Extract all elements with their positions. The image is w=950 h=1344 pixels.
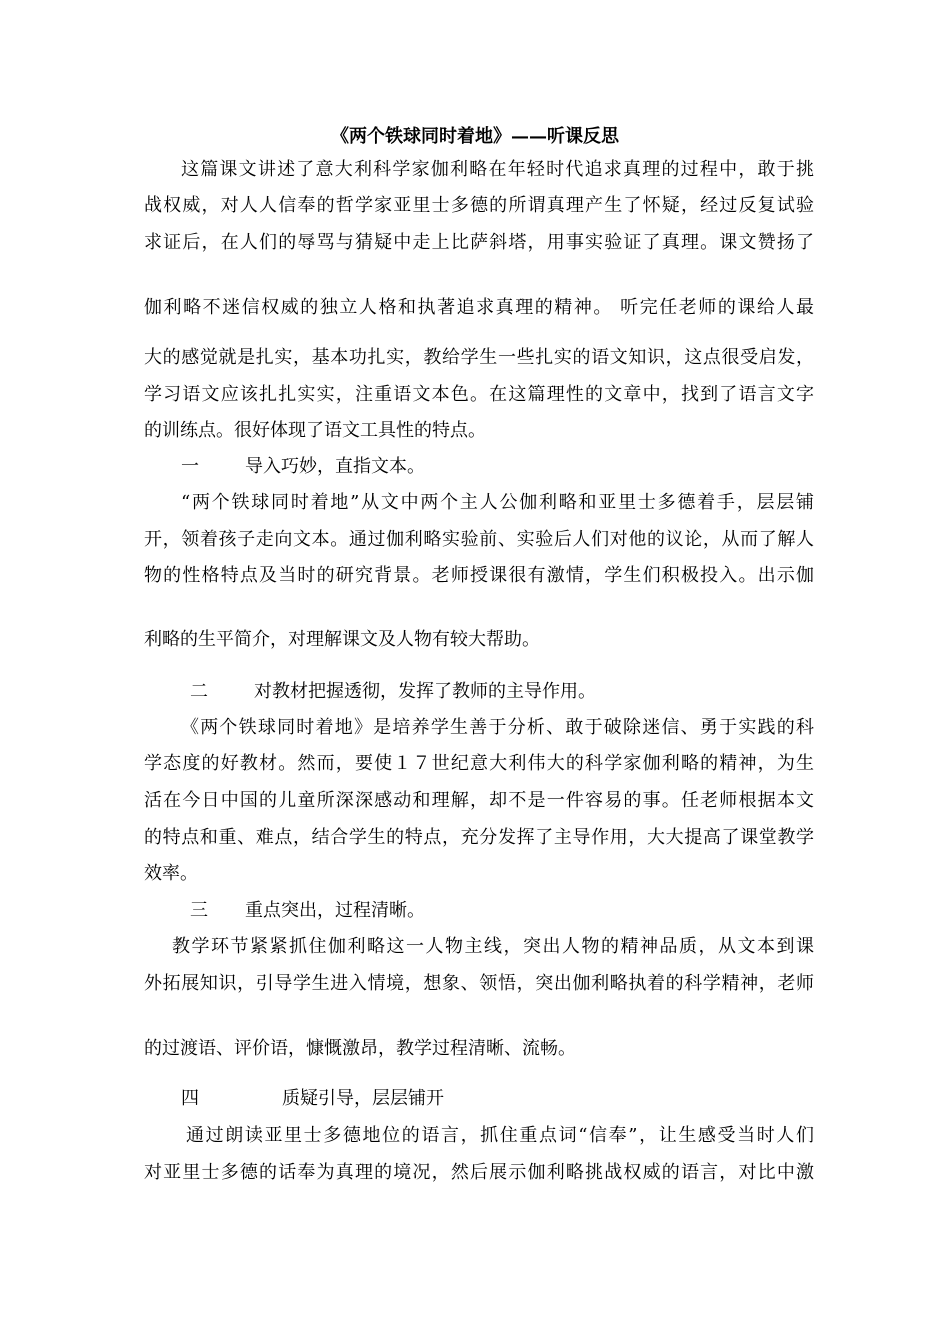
section4-line-2: 对亚里士多德的话奉为真理的境况，然后展示伽利略挑战权威的语言，对比中激 (144, 1162, 814, 1183)
section4-number: 四 (181, 1088, 199, 1109)
section2-heading: 对教材把握透彻，发挥了教师的主导作用。 (254, 681, 596, 702)
intro-line-1: 这篇课文讲述了意大利科学家伽利略在年轻时代追求真理的过程中，敢于挑 (181, 159, 814, 180)
document-title: 《两个铁球同时着地》——听课反思 (331, 126, 619, 147)
section3-line-3: 的过渡语、评价语，慷慨激昂，教学过程清晰、流畅。 (144, 1038, 576, 1059)
section4-line-1: 通过朗读亚里士多德地位的语言，抓住重点词“信奉”，让生感受当时人们 (186, 1125, 814, 1146)
section1-line-1: “两个铁球同时着地”从文中两个主人公伽利略和亚里士多德着手，层层铺 (181, 492, 814, 513)
section3-heading: 重点突出，过程清晰。 (245, 900, 425, 921)
section2-line-2: 学态度的好教材。然而，要使１７世纪意大利伟大的科学家伽利略的精神，为生 (144, 753, 814, 774)
section3-line-1: 教学环节紧紧抓住伽利略这一人物主线，突出人物的精神品质，从文本到课 (172, 936, 814, 957)
section2-line-4: 的特点和重、难点，结合学生的特点，充分发挥了主导作用，大大提高了课堂教学 (144, 827, 814, 848)
section3-line-2: 外拓展知识，引导学生进入情境，想象、领悟，突出伽利略执着的科学精神，老师 (144, 973, 814, 994)
section1-number: 一 (181, 456, 199, 477)
intro-line-3: 求证后，在人们的辱骂与猜疑中走上比萨斜塔，用事实验证了真理。课文赞扬了 (144, 232, 814, 253)
section2-line-5: 效率。 (144, 863, 198, 884)
section3-number: 三 (190, 900, 208, 921)
intro-line-5: 大的感觉就是扎实，基本功扎实，教给学生一些扎实的语文知识，这点很受启发， (144, 347, 814, 368)
section1-line-4: 利略的生平简介，对理解课文及人物有较大帮助。 (144, 629, 540, 650)
section2-line-3: 活在今日中国的儿童所深深感动和理解，却不是一件容易的事。任老师根据本文 (144, 790, 814, 811)
section2-line-1: 《两个铁球同时着地》是培养学生善于分析、敢于破除迷信、勇于实践的科 (181, 717, 814, 738)
section1-line-3: 物的性格特点及当时的研究背景。老师授课很有激情，学生们积极投入。出示伽 (144, 565, 814, 586)
intro-line-6: 学习语文应该扎扎实实，注重语文本色。在这篇理性的文章中，找到了语言文字 (144, 384, 814, 405)
intro-line-2: 战权威，对人人信奉的哲学家亚里士多德的所谓真理产生了怀疑，经过反复试验 (144, 195, 814, 216)
section4-heading: 质疑引导，层层铺开 (282, 1088, 444, 1109)
section2-number: 二 (190, 681, 208, 702)
intro-line-7: 的训练点。很好体现了语文工具性的特点。 (144, 420, 486, 441)
section1-heading: 导入巧妙，直指文本。 (245, 456, 425, 477)
section1-line-2: 开，领着孩子走向文本。通过伽利略实验前、实验后人们对他的议论，从而了解人 (144, 529, 814, 550)
intro-line-4: 伽利略不迷信权威的独立人格和执著追求真理的精神。 听完任老师的课给人最 (144, 297, 814, 318)
